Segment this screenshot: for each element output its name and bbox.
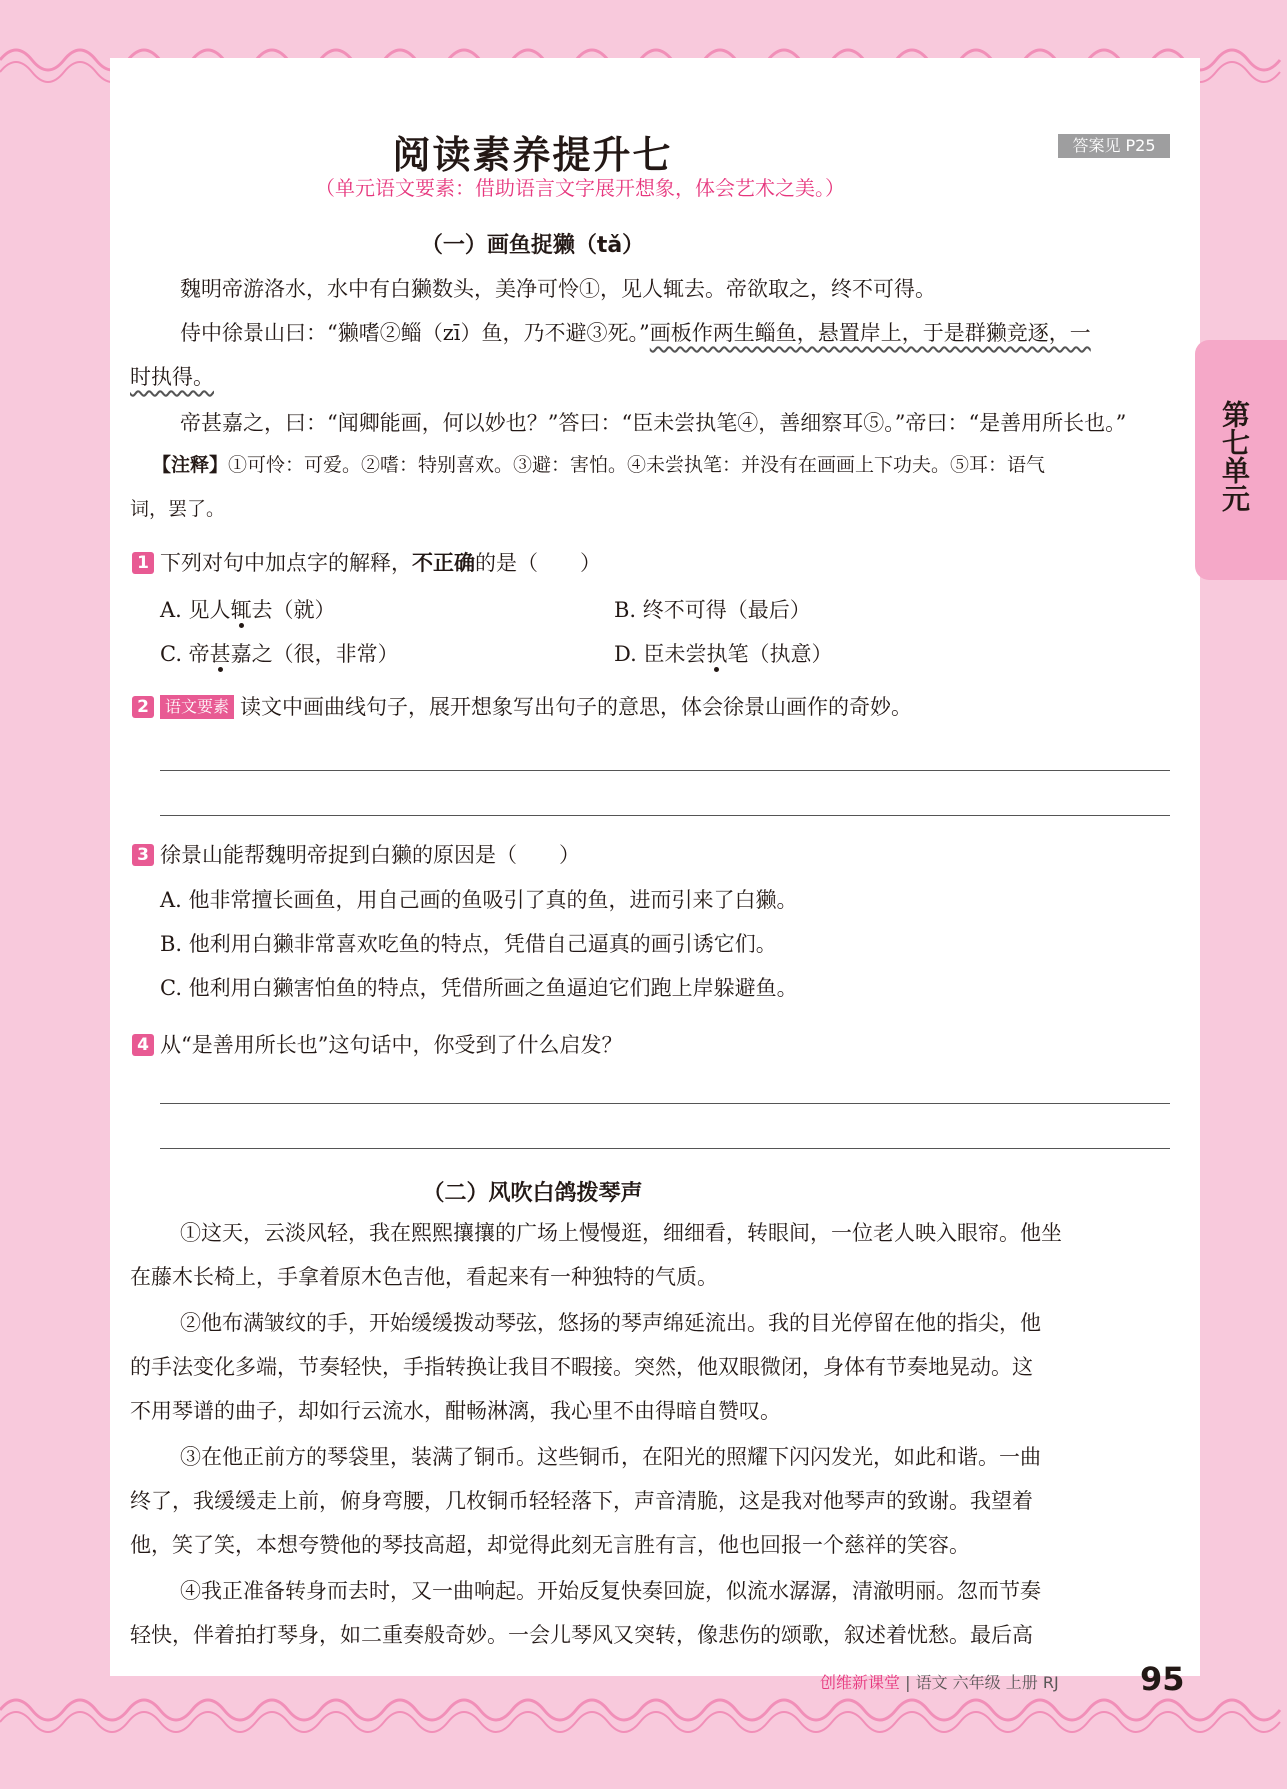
question-1 [132,548,601,578]
passage2-line-5: 不用琴谱的曲子，却如行云流水，酣畅淋漓，我心里不由得暗自赞叹。 [130,1399,781,1423]
unit-side-tab-label: 第七单元 [1218,400,1251,512]
footer-info [820,1670,1059,1693]
q1-option-b[interactable]: B. 终不可得（最后） [614,598,811,622]
footer-brand: 创维新课堂 [820,1673,901,1692]
notes-label: 【注释】 [152,454,229,476]
question-3 [132,840,580,870]
footer-book-info: | 语文 六年级 上册 RJ [905,1673,1059,1692]
q3-option-a[interactable]: A. 他非常擅长画鱼，用自己画的鱼吸引了真的鱼，进而引来了白獭。 [160,888,798,912]
question-1-text-end: 的是（ ） [475,551,601,575]
passage2-line-9: ④我正准备转身而去时，又一曲响起。开始反复快奏回旋，似流水潺潺，清澈明丽。忽而节奏 [180,1579,1041,1603]
question-4-text: 从“是善用所长也”这句话中，你受到了什么启发？ [160,1033,623,1057]
passage2-line-10: 轻快，伴着拍打琴身，如二重奏般奇妙。一会儿琴风又突转，像悲伤的颂歌，叙述着忧愁。最后高 [130,1623,1033,1647]
section1-title: （一）画鱼捉獭（tǎ） [420,233,645,258]
question-3-number: 3 [132,844,154,866]
answer-reference-badge: 答案见 P25 [1058,134,1170,158]
question-1-text: 下列对句中加点字的解释， [160,551,412,575]
passage1-paragraph2-cont [130,362,214,392]
section2-title: （二）风吹白鸽拨琴声 [422,1181,643,1206]
unit-element-subtitle: （单元语文要素：借助语言文字展开想象，体会艺术之美。） [315,176,845,200]
notes-text: ①可怜：可爱。②嗜：特别喜欢。③避：害怕。④未尝执笔：并没有在画画上下功夫。⑤耳：语气 [228,454,1046,476]
passage2-line-3: ②他布满皱纹的手，开始缓缓拨动琴弦，悠扬的琴声绵延流出。我的目光停留在他的指尖，他 [180,1311,1041,1335]
passage1-p2-quote: 侍中徐景山曰：“獭嗜②鲻（zī）鱼，乃不避③死。” [180,321,650,345]
question-3-text: 徐景山能帮魏明帝捉到白獭的原因是（ ） [160,843,580,867]
passage2-line-7: 终了，我缓缓走上前，俯身弯腰，几枚铜币轻轻落下，声音清脆，这是我对他琴声的致谢。我望着 [130,1489,1033,1513]
bottom-wavy-border [0,1690,1287,1750]
q4-answer-line-2[interactable] [160,1148,1170,1149]
q1-option-d[interactable]: D. 臣未尝执笔（执意） [614,642,833,666]
passage1-paragraph3: 帝甚嘉之，曰：“闻卿能画，何以妙也？”答曰：“臣未尝执笔④，善细察耳⑤。”帝曰：“是善用所长也。” [180,411,1127,435]
question-2-number: 2 [132,696,154,718]
passage1-p2-wavy-sentence: 画板作两生鲻鱼，悬置岸上，于是群獭竞逐，一 [649,321,1091,345]
unit-element-tag: 语文要素 [160,695,234,719]
passage2-line-1: ①这天，云淡风轻，我在熙熙攘攘的广场上慢慢逛，细细看，转眼间，一位老人映入眼帘。他坐 [180,1221,1062,1245]
question-1-emphasis: 不正确 [412,551,475,575]
question-4-number: 4 [132,1034,154,1056]
passage2-line-4: 的手法变化多端，节奏轻快，手指转换让我目不暇接。突然，他双眼微闭，身体有节奏地晃动。这 [130,1355,1033,1379]
passage1-p2-wavy-sentence-end: 时执得。 [130,365,214,389]
passage2-line-6: ③在他正前方的琴袋里，装满了铜币。这些铜币，在阳光的照耀下闪闪发光，如此和谐。一曲 [180,1445,1041,1469]
q2-answer-line-2[interactable] [160,815,1170,816]
question-2-text: 读文中画曲线句子，展开想象写出句子的意思，体会徐景山画作的奇妙。 [240,695,913,719]
q3-option-b[interactable]: B. 他利用白獭非常喜欢吃鱼的特点，凭借自己逼真的画引诱它们。 [160,932,777,956]
question-4 [132,1030,622,1060]
q1-option-c[interactable]: C. 帝甚嘉之（很，非常） [160,642,399,666]
page-title: 阅读素养提升七 [392,133,673,177]
q3-option-c[interactable]: C. 他利用白獭害怕鱼的特点，凭借所画之鱼逼迫它们跑上岸躲避鱼。 [160,976,798,1000]
passage1-paragraph1: 魏明帝游洛水，水中有白獭数头，美净可怜①，见人辄去。帝欲取之，终不可得。 [180,277,936,301]
q4-answer-line-1[interactable] [160,1103,1170,1104]
q1-option-a[interactable]: A. 见人辄去（就） [160,598,336,622]
question-2 [132,692,912,722]
passage1-paragraph2 [180,318,1091,348]
notes-line2: 词，罢了。 [130,498,226,520]
passage2-line-8: 他，笑了笑，本想夸赞他的琴技高超，却觉得此刻无言胜有言，他也回报一个慈祥的笑容。 [130,1533,970,1557]
notes-line1 [152,450,1045,480]
question-1-number: 1 [132,552,154,574]
q2-answer-line-1[interactable] [160,770,1170,771]
passage2-line-2: 在藤木长椅上，手拿着原木色吉他，看起来有一种独特的气质。 [130,1265,718,1289]
page-number: 95 [1140,1660,1185,1698]
